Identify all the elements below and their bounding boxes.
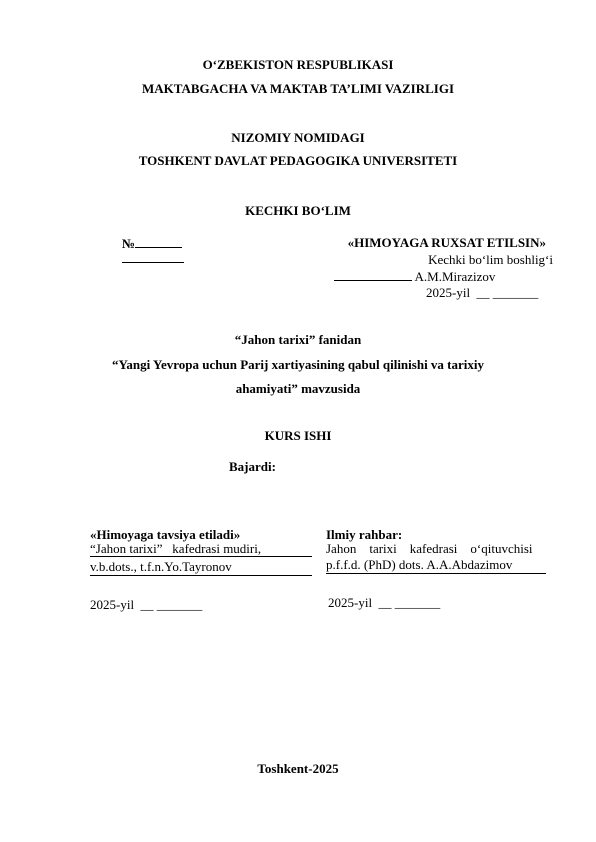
supervisor-line-2: p.f.f.d. (PhD) dots. A.A.Abdazimov [326,557,513,572]
performed-by-label: Bajardi: [229,459,276,474]
number-blank [135,235,182,248]
supervisor-rule [326,573,546,574]
recommendation-line-2: v.b.dots., t.f.n.Yo.Tayronov [90,559,232,574]
recommendation-rule-2 [90,575,312,576]
university-name: TOSHKENT DAVLAT PEDAGOGIKA UNIVERSITETI [138,153,458,168]
subject-line-1: “Jahon tarixi” fanidan [234,332,362,347]
supervisor-date: 2025-yil __ _______ [328,595,441,610]
second-blank [122,262,184,263]
recommendation-title: «Himoyaga tavsiya etiladi» [90,527,241,542]
ministry-name: MAKTABGACHA VA MAKTAB TA’LIMI VAZIRLIGI [141,81,455,96]
subject-line-2: “Yangi Yevropa uchun Parij xartiyasining qabul qilinishi va tarixiy [111,357,485,372]
approval-position: Kechki bo‘lim boshlig‘i [428,252,553,267]
ministry-country: O‘ZBEKISTON RESPUBLIKASI [202,57,394,72]
subject-line-3: ahamiyati” mavzusida [235,381,361,396]
supervisor-title: Ilmiy rahbar: [326,527,403,542]
approval-title: «HIMOYAGA RUXSAT ETILSIN» [347,235,546,250]
number-field [122,235,182,252]
approval-date: 2025-yil __ _______ [426,285,539,300]
recommendation-rule-1 [90,556,312,557]
recommendation-line-1: “Jahon tarixi” kafedrasi mudiri, [90,541,262,556]
department-name: KECHKI BO‘LIM [245,203,351,218]
signature-blank [334,268,412,281]
recommendation-date: 2025-yil __ _______ [90,597,203,612]
supervisor-line-1: Jahon tarixi kafedrasi o‘qituvchisi [326,541,533,556]
footer-city-year: Toshkent-2025 [257,761,339,776]
approval-signatory: A.M.Mirazizov [414,269,496,284]
number-label: № [122,236,136,251]
work-type: KURS ISHI [264,428,332,443]
university-prefix: NIZOMIY NOMIDAGI [231,130,365,145]
approval-signature [334,268,495,285]
